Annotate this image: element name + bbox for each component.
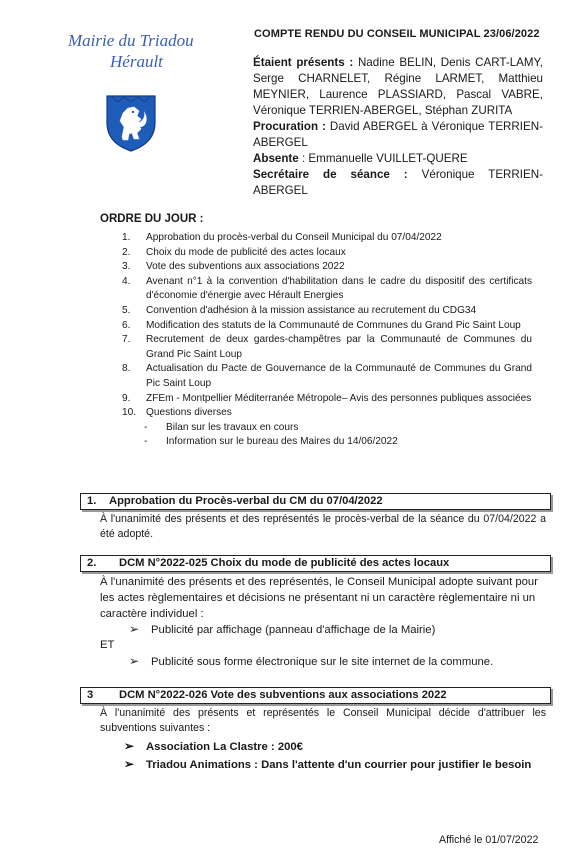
present-list [253, 55, 543, 119]
agenda-item [122, 275, 532, 304]
arrow-icon: ➢ [124, 739, 135, 753]
agenda-item-number: 6. [122, 319, 131, 331]
secretary-label: Secrétaire de séance : [253, 168, 408, 181]
section-2-header [80, 555, 551, 572]
section-3-bullet-2 [124, 756, 531, 773]
agenda-subitem-text: Information sur le bureau des Maires du 14/06/2022 [166, 436, 398, 448]
proxy-text: David ABERGEL à Véronique TERRIEN-ABERGEL [253, 120, 543, 149]
agenda-item-text: Approbation du procès-verbal du Conseil Municipal du 07/04/2022 [146, 232, 442, 243]
section-2-bullet-1 [129, 621, 435, 638]
section-2-bullet-2-text: Publicité sous forme électronique sur le site internet de la commune. [151, 656, 494, 668]
section-3-bullet-1 [124, 738, 303, 755]
section-3-bullet-1-text: Association La Clastre : 200€ [146, 741, 303, 753]
agenda-item [122, 392, 532, 407]
arrow-icon: ➢ [129, 654, 140, 668]
secretary-line [253, 167, 543, 199]
agenda-item-text: Choix du mode de publicité des actes locaux [146, 246, 346, 258]
section-2-title: DCM N°2022-025 Choix du mode de publicité des actes locaux [119, 557, 450, 569]
agenda-item-number: 1. [122, 232, 131, 243]
agenda-item-number: 7. [122, 334, 131, 346]
section-3-bullet-2-text: Triadou Animations : Dans l'attente d'un courrier pour justifier le besoin [146, 759, 532, 771]
agenda-item-text: Recrutement de deux gardes-champêtres par la Communauté de Communes du Grand Pic Saint Loup [146, 334, 532, 360]
section-1-body: À l'unanimité des présents et des représentés le procès-verbal de la séance du 07/04/2022 a été adopté. [100, 513, 546, 540]
section-2-body: À l'unanimité des présents et des représentés, le Conseil Municipal adopte suivant pour les actes règlementaires et décisions ne présentant ni un caractère règlementaire ni un caractère individuel : [100, 576, 538, 620]
agenda-item-text: ZFEm - Montpellier Méditerranée Métropole– Avis des personnes publiques associées [146, 392, 532, 404]
agenda-item [122, 260, 532, 275]
present-label: Étaient présents : [253, 56, 354, 69]
agenda-item [122, 304, 532, 319]
agenda-subitem-text: Bilan sur les travaux en cours [166, 421, 299, 433]
agenda-subitem-dash: - [144, 436, 148, 448]
agenda-item-text: Questions diverses [146, 407, 232, 419]
absent-line [253, 151, 543, 167]
section-1-header [80, 493, 551, 510]
agenda-item [122, 319, 532, 334]
arrow-icon: ➢ [124, 757, 135, 771]
arrow-icon: ➢ [129, 622, 140, 636]
section-3-number: 3 [87, 689, 94, 701]
mairie-department: Hérault [110, 52, 163, 71]
section-2-number: 2. [87, 557, 97, 569]
agenda-item [122, 406, 532, 421]
section-2-et: ET [100, 639, 115, 651]
agenda-item [122, 333, 532, 362]
agenda-item [122, 362, 532, 391]
agenda-item-number: 2. [122, 246, 131, 258]
agenda-item-text: Actualisation du Pacte de Gouvernance de la Communauté de Communes du Grand Pic Saint Loup [146, 363, 532, 389]
agenda-item-text: Convention d'adhésion à la mission assistance au recrutement du CDG34 [146, 304, 477, 316]
present-names: Nadine BELIN, Denis CART-LAMY, Serge CHARNELET, Régine LARMET, Matthieu MEYNIER, Laurence PLASSIARD, Pascal VABRE, Véronique TERRIEN-ABERGEL, Stéphan ZURITA [253, 56, 543, 117]
secretary-text: Véronique TERRIEN-ABERGEL [253, 168, 543, 197]
section-3-title: DCM N°2022-026 Vote des subventions aux associations 2022 [119, 689, 447, 701]
section-3-body: À l'unanimité des présents et représentés le Conseil Municipal décide d'attribuer les subventions suivantes : [100, 707, 546, 734]
agenda-item-number: 5. [122, 304, 131, 316]
coat-of-arms-icon [104, 93, 158, 153]
agenda-item-text: Vote des subventions aux associations 2022 [146, 261, 345, 273]
proxy-label: Procuration : [253, 120, 326, 133]
agenda-title: ORDRE DU JOUR : [100, 213, 204, 225]
absent-text: : Emmanuelle VUILLET-QUERE [301, 152, 468, 165]
agenda-item-number: 4. [122, 275, 131, 287]
agenda-subitem [122, 435, 532, 450]
agenda-item-text: Avenant n°1 à la convention d'habilitation dans le cadre du dispositif des certificats d'économie d'énergie avec Hérault Energies [146, 275, 532, 302]
proxy-line [253, 119, 543, 151]
agenda-item-number: 9. [122, 392, 131, 404]
agenda-item [122, 246, 532, 261]
section-2-bullet-2 [129, 653, 493, 670]
agenda-item-number: 10. [122, 407, 137, 419]
agenda-subitem-dash: - [144, 421, 148, 433]
posted-date: Affiché le 01/07/2022 [439, 834, 539, 846]
document-title: COMPTE RENDU DU CONSEIL MUNICIPAL 23/06/2022 [254, 28, 540, 40]
section-3-header [80, 687, 551, 704]
section-1-number: 1. [87, 495, 97, 507]
attendance-block [253, 55, 543, 199]
agenda-subitem [122, 421, 532, 436]
mairie-name: Mairie du Triadou [68, 31, 194, 50]
agenda-item-text: Modification des statuts de la Communauté de Communes du Grand Pic Saint Loup [146, 319, 521, 331]
section-1-title: Approbation du Procès-verbal du CM du 07/04/2022 [109, 495, 383, 507]
agenda-item-number: 8. [122, 363, 131, 375]
section-2-bullet-1-text: Publicité par affichage (panneau d'affichage de la Mairie) [151, 624, 436, 636]
agenda-item-number: 3. [122, 261, 131, 273]
agenda-item [122, 231, 532, 246]
absent-label: Absente [253, 152, 299, 165]
agenda-list [122, 231, 532, 450]
